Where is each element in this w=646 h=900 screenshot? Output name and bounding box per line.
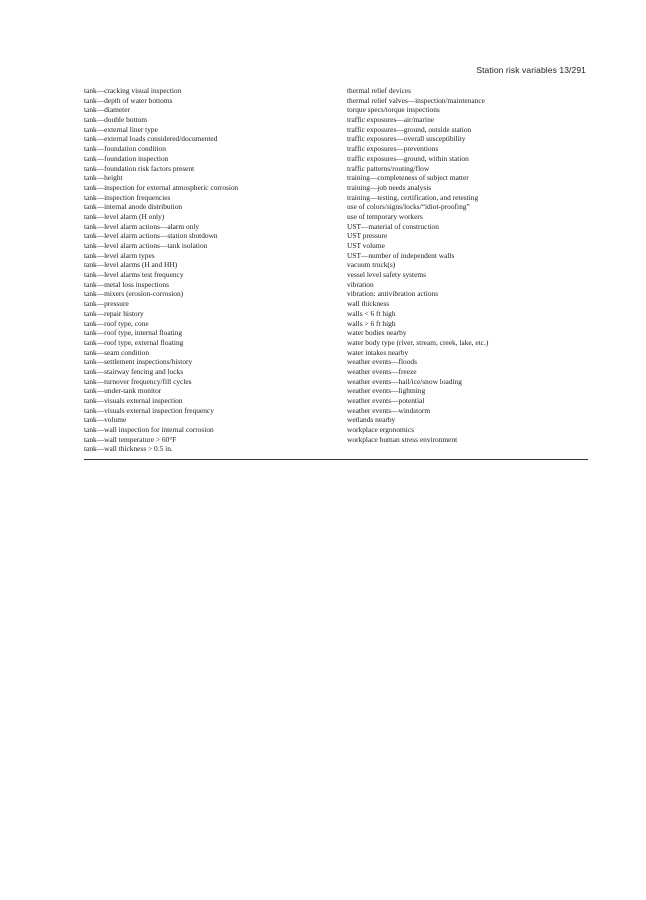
list-item: tank—level alarm actions—tank isolation xyxy=(84,241,208,250)
list-item: workplace ergonomics xyxy=(347,425,414,435)
list-item: tank—under-tank monitor xyxy=(84,386,162,396)
right-variable-list xyxy=(347,86,592,444)
list-item: training—job needs analysis xyxy=(347,182,432,192)
list-item: tank—repair history xyxy=(84,308,144,318)
list-item: vessel level safety systems xyxy=(347,270,427,280)
list-item: tank—roof type, external floating xyxy=(84,337,184,347)
list-item: tank—foundation condition xyxy=(84,144,166,154)
list-item: weather events—potential xyxy=(347,396,425,405)
list-item: tank—level alarms (H and HH) xyxy=(84,260,178,270)
list-item: tank—external liner type xyxy=(84,124,158,134)
list-item: tank—visuals external inspection frequency xyxy=(84,405,214,415)
list-item: tank—turnover frequency/fill cycles xyxy=(84,376,192,386)
list-item: traffic exposures—ground, within station xyxy=(347,153,469,163)
list-item: tank—cracking visual inspection xyxy=(84,86,182,95)
left-column xyxy=(84,86,334,454)
list-item: UST—material of construction xyxy=(347,221,439,231)
left-variable-list xyxy=(84,86,334,454)
list-item: tank—inspection frequencies xyxy=(84,192,171,202)
list-item: traffic exposures—ground, outside station xyxy=(347,124,472,134)
list-item: tank—level alarm types xyxy=(84,250,155,260)
list-item: tank—settlement inspections/history xyxy=(84,357,193,367)
list-item: traffic exposures—air/marine xyxy=(347,115,435,125)
list-item: wall thickness xyxy=(347,299,390,309)
list-item: training—testing, certification, and retesting xyxy=(347,192,479,202)
list-item: tank—external loads considered/documented xyxy=(84,134,218,144)
list-item: tank—level alarms test frequency xyxy=(84,270,184,280)
list-item: tank—foundation inspection xyxy=(84,153,169,163)
list-item: tank—level alarm actions—station shutdown xyxy=(84,231,218,241)
list-item: tank—mixers (erosion-corrosion) xyxy=(84,289,184,299)
list-item: traffic patterns/routing/flow xyxy=(347,163,430,173)
bottom-rule xyxy=(84,459,588,460)
list-item: thermal relief valves—inspection/maintenance xyxy=(347,95,485,105)
list-item: vibration: antivibration actions xyxy=(347,289,439,299)
list-item: tank—wall temperature > 60°F xyxy=(84,434,177,444)
list-item: water body type (river, stream, creek, lake, etc.) xyxy=(347,337,489,347)
list-item: tank—roof type, internal floating xyxy=(84,328,183,338)
list-item: thermal relief devices xyxy=(347,86,412,95)
list-item: vacuum truck(s) xyxy=(347,260,396,270)
list-item: UST—number of independent walls xyxy=(347,250,455,260)
list-item: weather events—windstorm xyxy=(347,405,431,415)
list-item: tank—foundation risk factors present xyxy=(84,163,195,173)
list-item: tank—level alarm actions—alarm only xyxy=(84,221,200,231)
list-item: tank—roof type, cone xyxy=(84,318,149,328)
list-item: water bodies nearby xyxy=(347,328,407,338)
list-item: UST pressure xyxy=(347,231,388,241)
list-item: tank—diameter xyxy=(84,105,130,115)
list-item: torque specs/torque inspections xyxy=(347,105,440,115)
list-item: tank—depth of water bottoms xyxy=(84,95,173,105)
list-item: workplace human stress environment xyxy=(347,434,458,444)
list-item: traffic exposures—overall susceptibility xyxy=(347,134,466,144)
list-item: use of colors/signs/locks/“idiot-proofing” xyxy=(347,202,470,212)
list-item: walls < 6 ft high xyxy=(347,308,396,318)
list-item: tank—stairway fencing and locks xyxy=(84,366,184,376)
list-item: weather events—floods xyxy=(347,357,417,367)
list-item: walls > 6 ft high xyxy=(347,318,396,328)
list-item: use of temporary workers xyxy=(347,211,423,221)
list-item: tank—visuals external inspection xyxy=(84,396,183,405)
list-item: tank—pressure xyxy=(84,299,129,309)
list-item: wetlands nearby xyxy=(347,415,396,425)
list-item: traffic exposures—preventions xyxy=(347,144,439,154)
list-item: tank—double bottom xyxy=(84,115,148,125)
right-column xyxy=(347,86,592,444)
list-item: weather events—freeze xyxy=(347,366,417,376)
running-header: Station risk variables 13/291 xyxy=(476,65,586,75)
list-item: weather events—lightning xyxy=(347,386,426,396)
list-item: tank—inspection for external atmospheric corrosion xyxy=(84,182,239,192)
list-item: UST volume xyxy=(347,241,385,250)
list-item: tank—level alarm (H only) xyxy=(84,211,165,221)
list-item: vibration xyxy=(347,279,374,289)
list-item: training—completeness of subject matter xyxy=(347,173,469,183)
list-item: tank—metal loss inspections xyxy=(84,279,169,289)
list-item: tank—volume xyxy=(84,415,127,425)
list-item: water intakes nearby xyxy=(347,347,409,357)
list-item: tank—height xyxy=(84,173,123,183)
list-item: tank—wall inspection for internal corrosion xyxy=(84,425,214,435)
list-item: weather events—hail/ice/snow loading xyxy=(347,376,462,386)
list-item: tank—internal anode distribution xyxy=(84,202,183,212)
list-item: tank—wall thickness > 0.5 in. xyxy=(84,444,173,454)
list-item: tank—seam condition xyxy=(84,347,150,357)
